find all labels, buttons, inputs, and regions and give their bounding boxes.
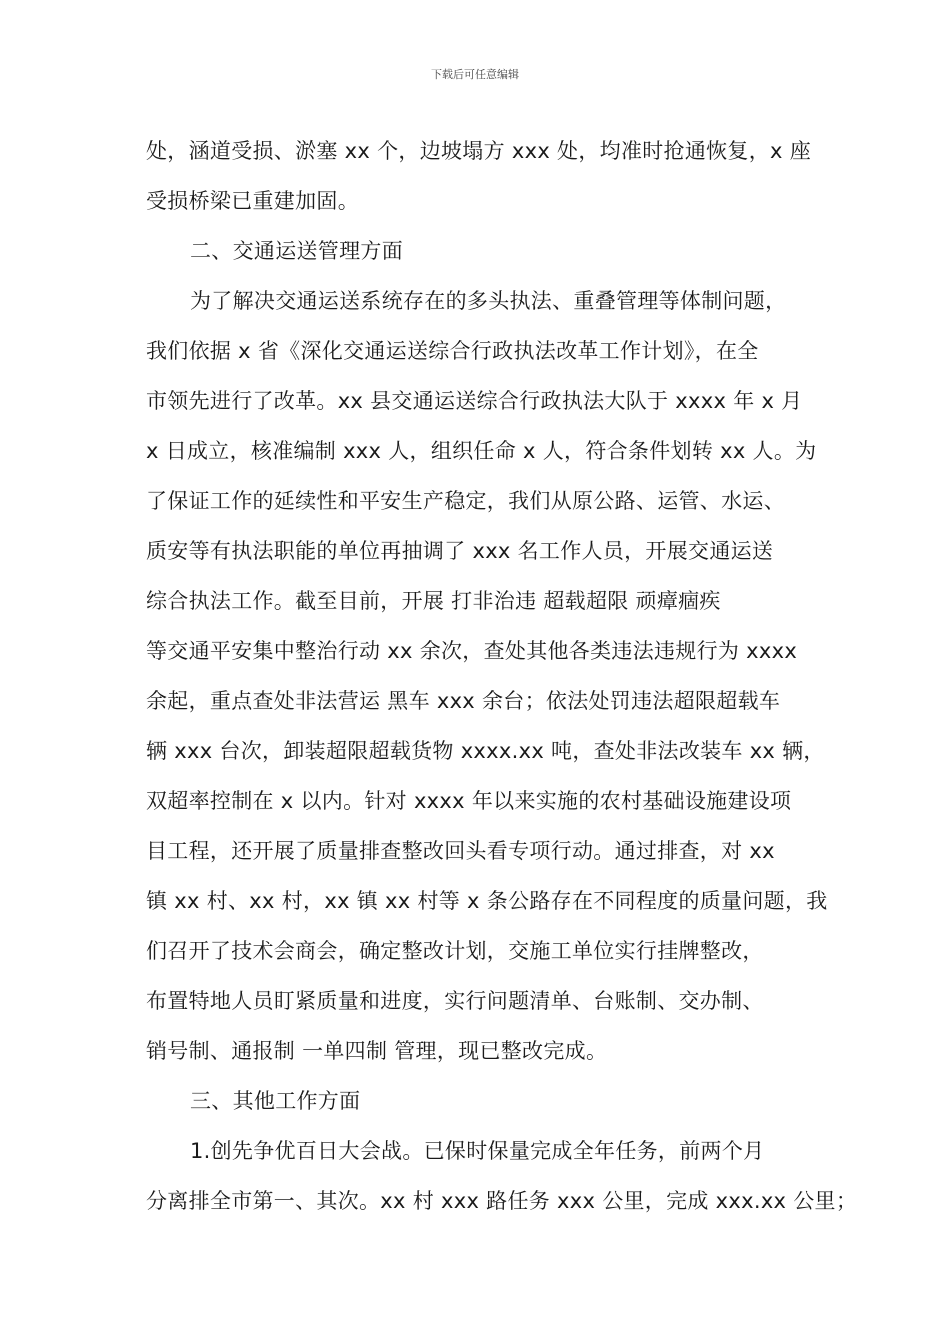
text-line: 等交通平安集中整治行动 xx 余次，查处其他各类违法违规行为 xxxx xyxy=(146,639,798,663)
text-line: 双超率控制在 x 以内。针对 xxxx 年以来实施的农村基础设施建设项 xyxy=(146,789,792,813)
text-line: 销号制、通报制 一单四制 管理，现已整改完成。 xyxy=(146,1039,608,1063)
text-line: 处，涵道受损、淤塞 xx 个，边坡塌方 xxx 处，均准时抢通恢复，x 座 xyxy=(146,139,812,163)
text-line: 分离排全市第一、其次。xx 村 xxx 路任务 xxx 公里，完成 xxx.xx 公里； xyxy=(146,1189,858,1213)
text-line: 镇 xx 村、xx 村，xx 镇 xx 村等 x 条公路存在不同程度的质量问题，我 xyxy=(146,889,828,913)
text-line: 余起，重点查处非法营运 黑车 xxx 余台；依法处罚违法超限超载车 xyxy=(146,689,781,713)
text-line: 市领先进行了改革。xx 县交通运送综合行政执法大队于 xxxx 年 x 月 xyxy=(146,389,803,413)
section-heading: 二、交通运送管理方面 xyxy=(190,239,403,263)
text-line: 目工程，还开展了质量排查整改回头看专项行动。通过排查，对 xx xyxy=(146,839,775,863)
text-line: 受损桥梁已重建加固。 xyxy=(146,189,359,213)
text-line: x 日成立，核准编制 xxx 人，组织任命 x 人，符合条件划转 xx 人。为 xyxy=(146,439,817,463)
text-line: 辆 xxx 台次，卸装超限超载货物 xxxx.xx 吨，查处非法改装车 xx 辆， xyxy=(146,739,825,763)
page-header: 下载后可任意编辑 xyxy=(431,68,519,81)
text-line: 为了解决交通运送系统存在的多头执法、重叠管理等体制问题， xyxy=(190,289,787,313)
section-heading: 三、其他工作方面 xyxy=(190,1089,361,1113)
text-line: 了保证工作的延续性和平安生产稳定，我们从原公路、运管、水运、 xyxy=(146,489,785,513)
text-line: 综合执法工作。截至目前，开展 打非治违 超载超限 顽瘴痼疾 xyxy=(146,589,721,613)
text-line: 布置特地人员盯紧质量和进度，实行问题清单、台账制、交办制、 xyxy=(146,989,764,1013)
text-line: 们召开了技术会商会，确定整改计划，交施工单位实行挂牌整改， xyxy=(146,939,764,963)
text-line: 我们依据 x 省《深化交通运送综合行政执法改革工作计划》，在全 xyxy=(146,339,759,363)
text-line: 质安等有执法职能的单位再抽调了 xxx 名工作人员，开展交通运送 xyxy=(146,539,774,563)
text-line: 1.创先争优百日大会战。已保时保量完成全年任务，前两个月 xyxy=(190,1139,765,1163)
